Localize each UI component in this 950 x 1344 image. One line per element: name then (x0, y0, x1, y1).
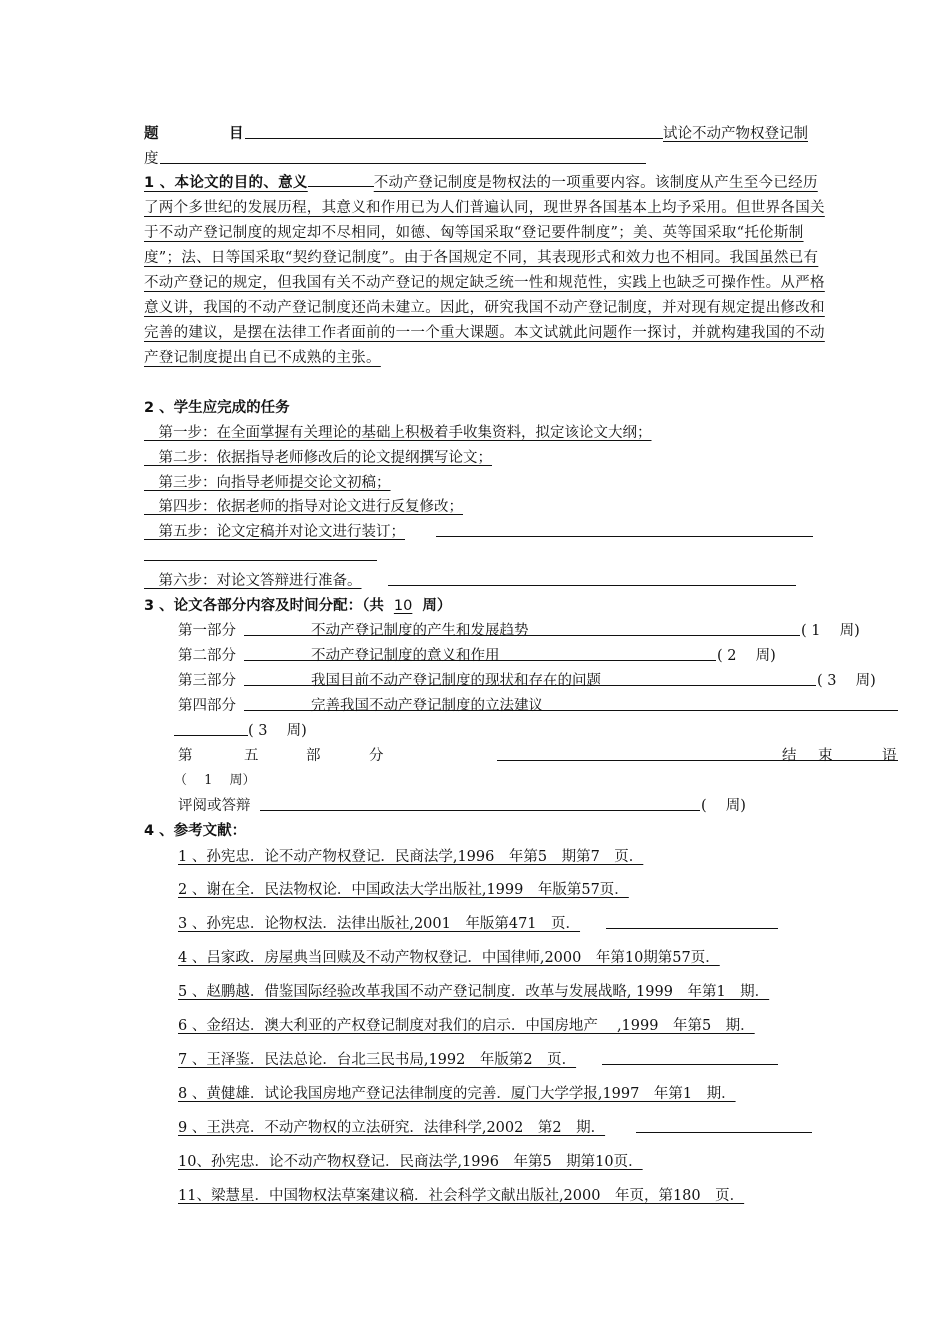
section2-heading: 2 、学生应完成的任务 (144, 400, 290, 416)
section1-paragraph (144, 170, 830, 371)
reference-item-1: 1 、孙宪忠．论不动产物权登记．民商法学,1996 年第5 期第7 页． (178, 849, 644, 865)
part3-weeks: ( 3 周) (817, 673, 876, 689)
reference-item-8: 8 、黄健雄．试论我国房地产登记法律制度的完善．厦门大学学报,1997 年第1 期． (178, 1086, 736, 1102)
part4-line-2 (174, 719, 248, 736)
part5-char-1: 第 (178, 748, 193, 764)
part1-label: 第一部分 (178, 623, 236, 639)
reference-item-5: 5 、赵鹏越．借鉴国际经验改革我国不动产登记制度．改革与发展战略, 1999 年第1 期． (178, 984, 770, 1000)
part5-line (497, 744, 898, 761)
section1-gap-underline (308, 170, 374, 187)
part3-content: 我国目前不动产登记制度的现状和存在的问题 (311, 673, 601, 689)
part5-char-4: 分 (369, 748, 384, 764)
reference-item-3: 3 、孙宪忠．论物权法．法律出版社,2001 年版第471 页． (178, 916, 581, 932)
section1-heading: 1 、本论文的目的、意义 (144, 175, 308, 191)
title-label-b: 目 (229, 126, 244, 142)
part1-weeks: ( 1 周) (801, 623, 860, 639)
title-label-a: 题 (144, 126, 159, 142)
title-text-a: 试论不动产物权登记制 (663, 126, 808, 142)
reference-item-4: 4 、吕家政．房屋典当回赎及不动产物权登记．中国律师,2000 年第10期第57页． (178, 950, 720, 966)
title-underline-2 (160, 147, 646, 164)
title-underline (245, 122, 663, 139)
reference-item-6: 6 、金绍达．澳大利亚的产权登记制度对我们的启示．中国房地产 ,1999 年第5 期． (178, 1018, 755, 1034)
part4-weeks: ( 3 周) (248, 723, 307, 739)
section1-body: 不动产登记制度是物权法的一项重要内容。该制度从产生至今已经历了两个多世纪的发展历程，其意义和作用已为人们普遍认同，现世界各国基本上均予采用。但世界各国关于不动产登记制度的规定却不尽相同，如德、匈等国采取“登记要件制度”；美、英等国采取“托伦斯制度”；法、日等国采取“契约登记制度”。由于各国规定不同，其表现形式和效力也不相同。我国虽然已有不动产登记的规定，但我国有关不动产登记的规定缺乏统一性和规范性，实践上也缺乏可操作性。从严格意义讲，我国的不动产登记制度还尚未建立。因此，研究我国不动产登记制度，并对现有规定提出修改和完善的建议，是摆在法律工作者面前的一一个重大课题。本文试就此问题作一探讨，并就构建我国的不动产登记制度提出自已不成熟的主张。 (144, 175, 825, 366)
task-step-6-trailing-line (388, 569, 796, 586)
reference-9-trailing-line (636, 1116, 812, 1133)
part5-content-char-1: 结 (782, 748, 797, 764)
task-blank-line (144, 544, 377, 561)
reference-item-11: 11、梁慧星．中国物权法草案建议稿．社会科学文献出版社,2000 年页，第180 页． (178, 1188, 745, 1204)
task-step-1: 第一步：在全面掌握有关理论的基础上积极着手收集资料，拟定该论文大纲； (158, 425, 652, 441)
review-weeks: ( 周) (701, 798, 746, 814)
part2-content: 不动产登记制度的意义和作用 (311, 648, 500, 664)
task-step-5: 第五步：论文定稿并对论文进行装订； (158, 524, 405, 540)
section3-heading: 3 、论文各部分内容及时间分配：（共 10 周） (144, 598, 452, 614)
part4-content: 完善我国不动产登记制度的立法建议 (311, 698, 543, 714)
part5-char-3: 部 (306, 748, 321, 764)
reference-item-9: 9 、王洪亮．不动产物权的立法研究．法律科学,2002 第2 期． (178, 1120, 606, 1136)
task-step-2: 第二步：依据指导老师修改后的论文提纲撰写论文； (158, 450, 492, 466)
part5-weeks: （ 1 周） (174, 773, 256, 788)
review-label: 评阅或答辩 (178, 798, 251, 814)
reference-7-trailing-line (602, 1048, 778, 1065)
task-step-6: 第六步：对论文答辩进行准备。 (158, 573, 362, 589)
part5-content-char-3: 语 (882, 748, 897, 764)
section4-heading: 4 、参考文献： (144, 823, 247, 839)
review-line (260, 794, 700, 811)
reference-3-trailing-line (606, 912, 778, 929)
task-step-4: 第四步：依据老师的指导对论文进行反复修改； (158, 499, 463, 515)
reference-item-2: 2 、谢在全．民法物权论．中国政法大学出版社,1999 年版第57页． (178, 882, 629, 898)
part5-char-2: 五 (244, 748, 259, 764)
task-step-5-trailing-line (436, 520, 813, 537)
part2-weeks: ( 2 周) (717, 648, 776, 664)
task-step-3: 第三步：向指导老师提交论文初稿； (158, 475, 391, 491)
part3-label: 第三部分 (178, 673, 236, 689)
total-weeks: 10 (393, 598, 413, 614)
part2-label: 第二部分 (178, 648, 236, 664)
title-text-b: 度 (144, 151, 159, 167)
reference-item-7: 7 、王泽鉴．民法总论．台北三民书局,1992 年版第2 页． (178, 1052, 577, 1068)
part1-content: 不动产登记制度的产生和发展趋势 (311, 623, 529, 639)
part5-content-char-2: 束 (818, 748, 833, 764)
reference-item-10: 10、孙宪忠．论不动产物权登记．民商法学,1996 年第5 期第10页． (178, 1154, 643, 1170)
part4-label: 第四部分 (178, 698, 236, 714)
